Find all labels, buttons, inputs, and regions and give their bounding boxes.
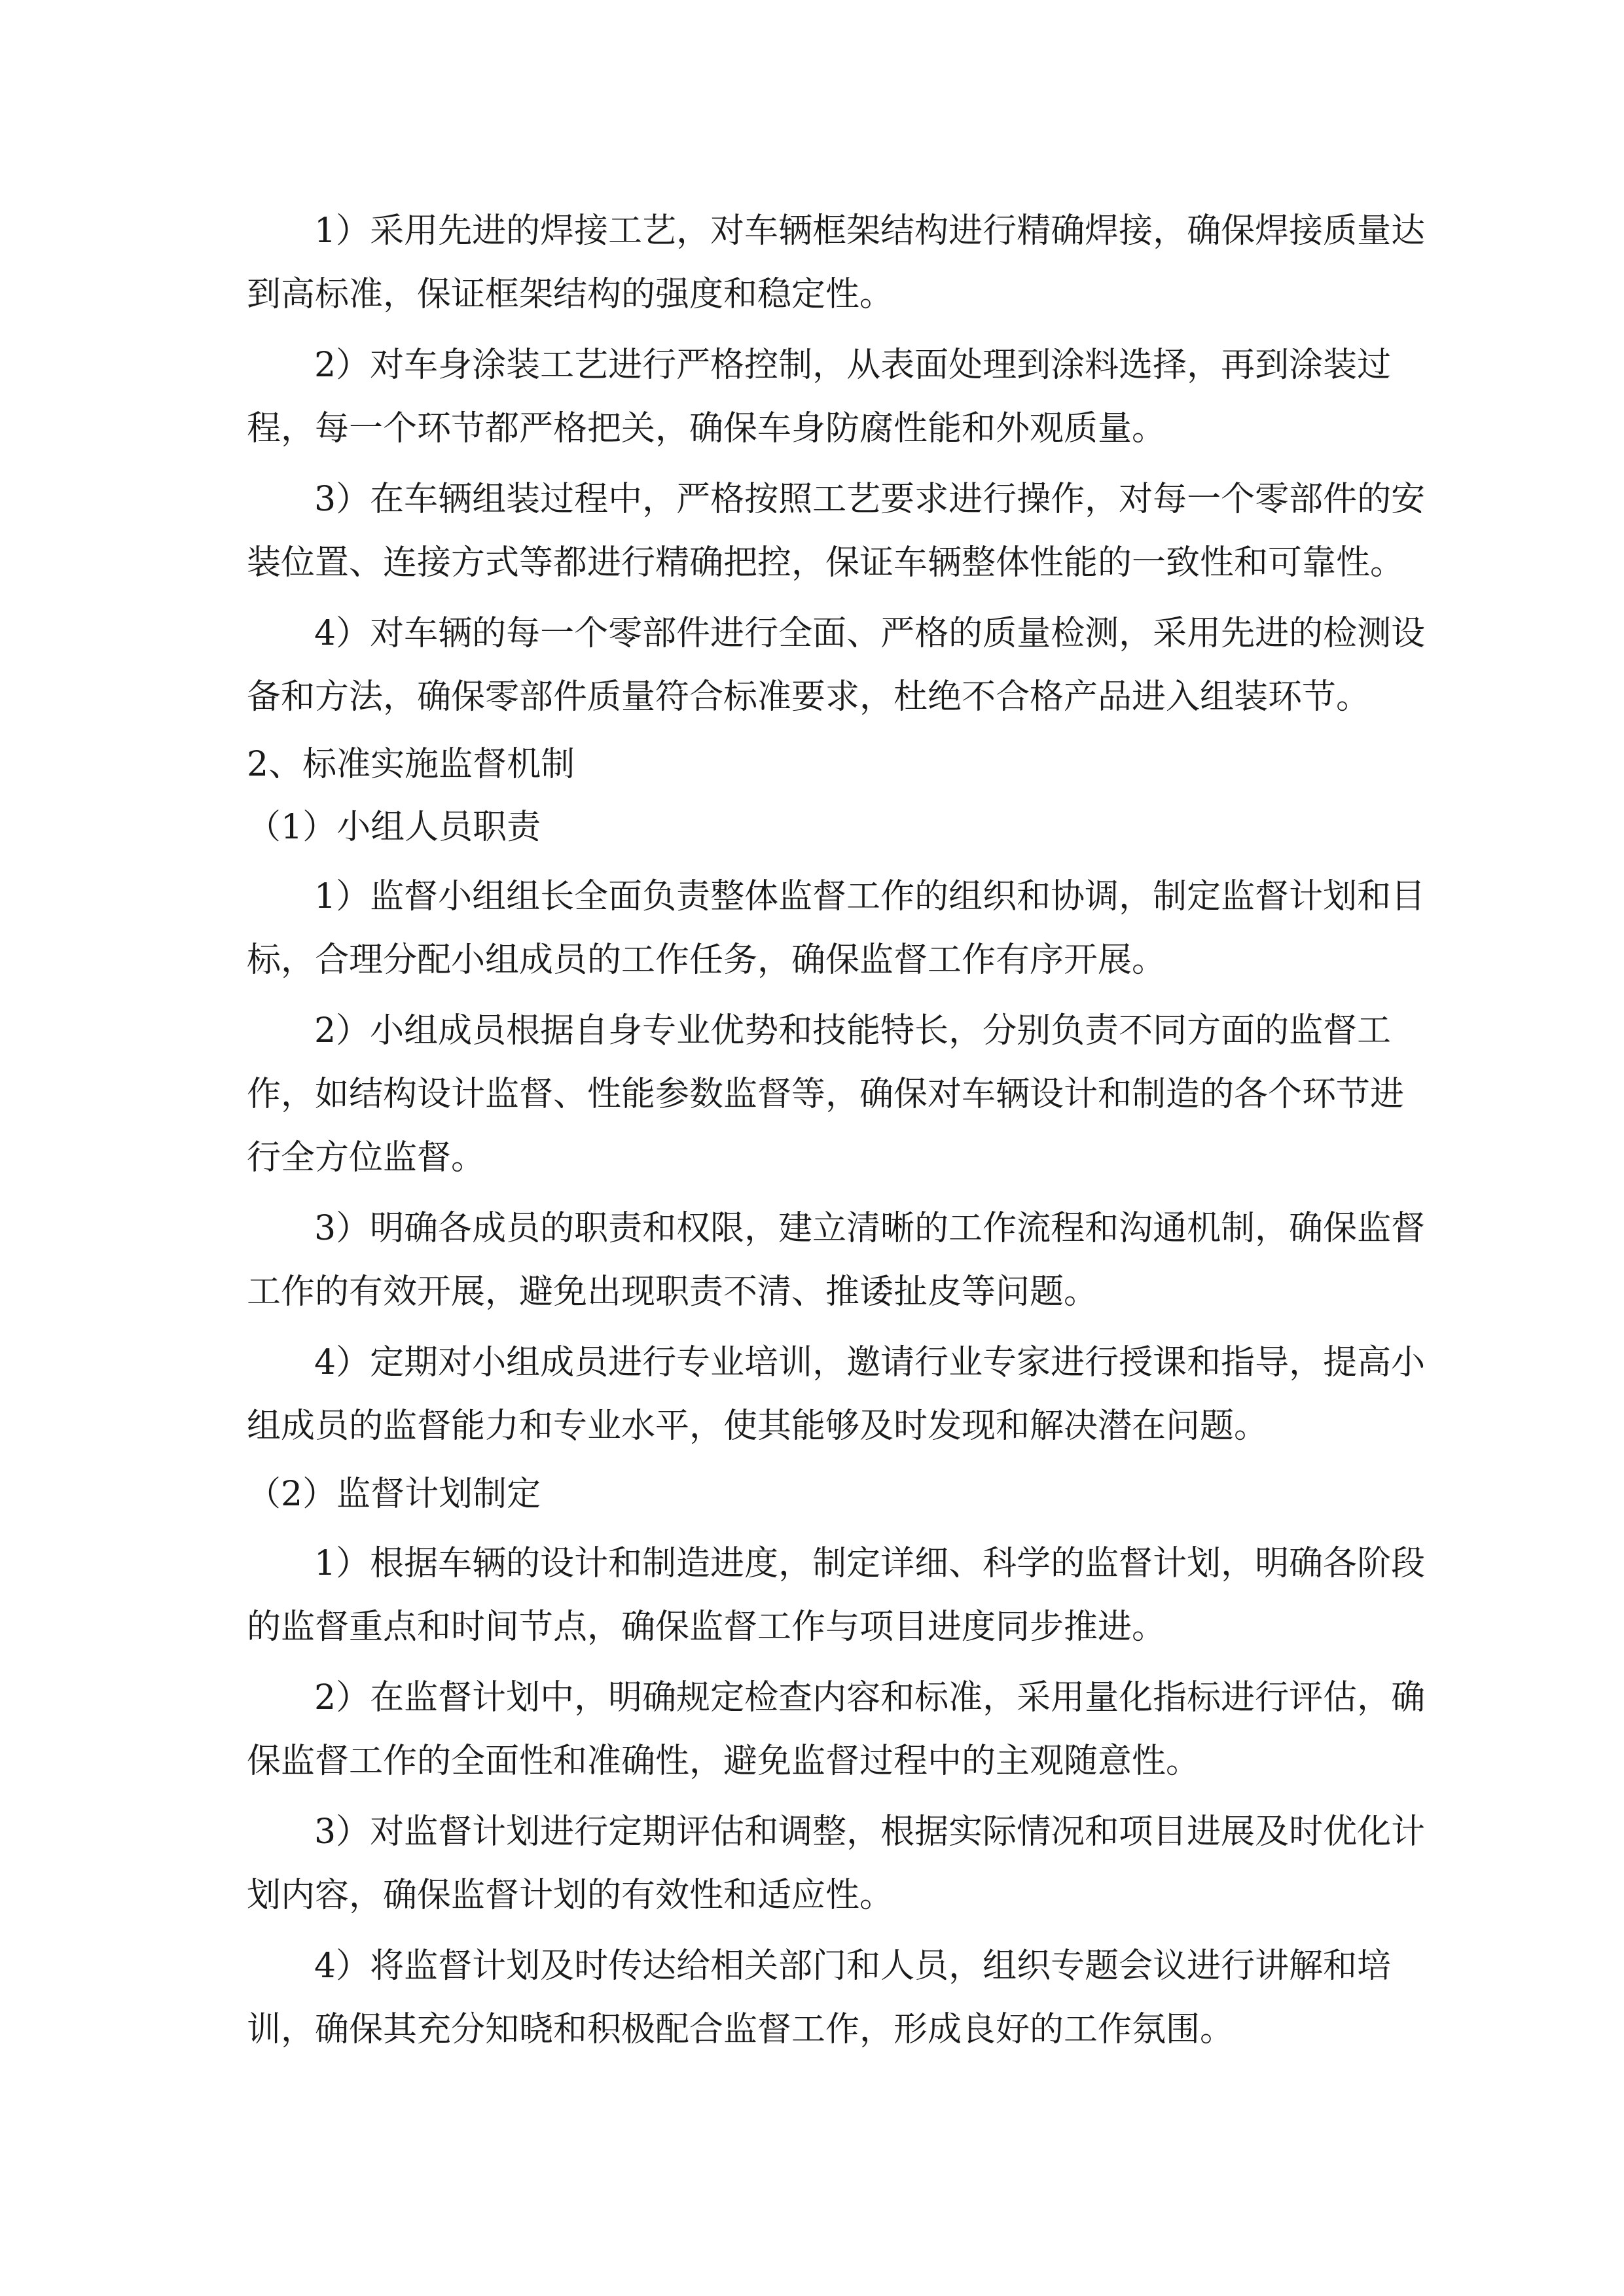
subsection-2-item-4-line-2: 训，确保其充分知晓和积极配合监督工作，形成良好的工作氛围。 <box>247 2010 1235 2049</box>
subsection-1-item-2-line-1: 2）小组成员根据自身专业优势和技能特长，分别负责不同方面的监督工 <box>314 1011 1392 1050</box>
subsection-2-item-1-line-2: 的监督重点和时间节点，确保监督工作与项目进度同步推进。 <box>247 1607 1166 1647</box>
subsection-1-item-3-line-2: 工作的有效开展，避免出现职责不清、推诿扯皮等问题。 <box>247 1272 1098 1312</box>
intro-item-3-line-1: 3）在车辆组装过程中，严格按照工艺要求进行操作，对每一个零部件的安 <box>314 480 1426 519</box>
intro-item-4-line-2: 备和方法，确保零部件质量符合标准要求，杜绝不合格产品进入组装环节。 <box>247 677 1371 717</box>
subsection-2-item-1-line-1: 1）根据车辆的设计和制造进度，制定详细、科学的监督计划，明确各阶段 <box>314 1544 1426 1583</box>
intro-item-3-line-2: 装位置、连接方式等都进行精确把控，保证车辆整体性能的一致性和可靠性。 <box>247 543 1405 583</box>
subsection-2-heading: （2）监督计划制定 <box>247 1475 541 1514</box>
subsection-2-item-3-line-2: 划内容，确保监督计划的有效性和适应性。 <box>247 1876 894 1915</box>
subsection-1-item-1-line-2: 标，合理分配小组成员的工作任务，确保监督工作有序开展。 <box>247 941 1166 980</box>
subsection-2-item-3-line-1: 3）对监督计划进行定期评估和调整，根据实际情况和项目进展及时优化计 <box>314 1812 1426 1852</box>
subsection-1-item-4-line-1: 4）定期对小组成员进行专业培训，邀请行业专家进行授课和指导，提高小 <box>314 1343 1426 1382</box>
intro-item-1-line-2: 到高标准，保证框架结构的强度和稳定性。 <box>247 275 894 314</box>
subsection-2-item-4-line-1: 4）将监督计划及时传达给相关部门和人员，组织专题会议进行讲解和培 <box>314 1946 1392 1986</box>
subsection-1-item-2-line-3: 行全方位监督。 <box>247 1138 486 1177</box>
subsection-1-item-4-line-2: 组成员的监督能力和专业水平，使其能够及时发现和解决潜在问题。 <box>247 1407 1269 1446</box>
subsection-1-heading: （1）小组人员职责 <box>247 808 541 847</box>
intro-item-2-line-1: 2）对车身涂装工艺进行严格控制，从表面处理到涂料选择，再到涂装过 <box>314 346 1392 385</box>
section-heading: 2、标准实施监督机制 <box>247 745 575 784</box>
intro-item-2-line-2: 程，每一个环节都严格把关，确保车身防腐性能和外观质量。 <box>247 409 1166 448</box>
subsection-2-item-2-line-1: 2）在监督计划中，明确规定检查内容和标准，采用量化指标进行评估，确 <box>314 1678 1426 1717</box>
subsection-1-item-2-line-2: 作，如结构设计监督、性能参数监督等，确保对车辆设计和制造的各个环节进 <box>247 1075 1405 1114</box>
intro-item-1-line-1: 1）采用先进的焊接工艺，对车辆框架结构进行精确焊接，确保焊接质量达 <box>314 211 1426 251</box>
subsection-1-item-1-line-1: 1）监督小组组长全面负责整体监督工作的组织和协调，制定监督计划和目 <box>314 877 1426 916</box>
subsection-1-item-3-line-1: 3）明确各成员的职责和权限，建立清晰的工作流程和沟通机制，确保监督 <box>314 1209 1426 1248</box>
subsection-2-item-2-line-2: 保监督工作的全面性和准确性，避免监督过程中的主观随意性。 <box>247 1742 1200 1781</box>
intro-item-4-line-1: 4）对车辆的每一个零部件进行全面、严格的质量检测，采用先进的检测设 <box>314 614 1426 653</box>
